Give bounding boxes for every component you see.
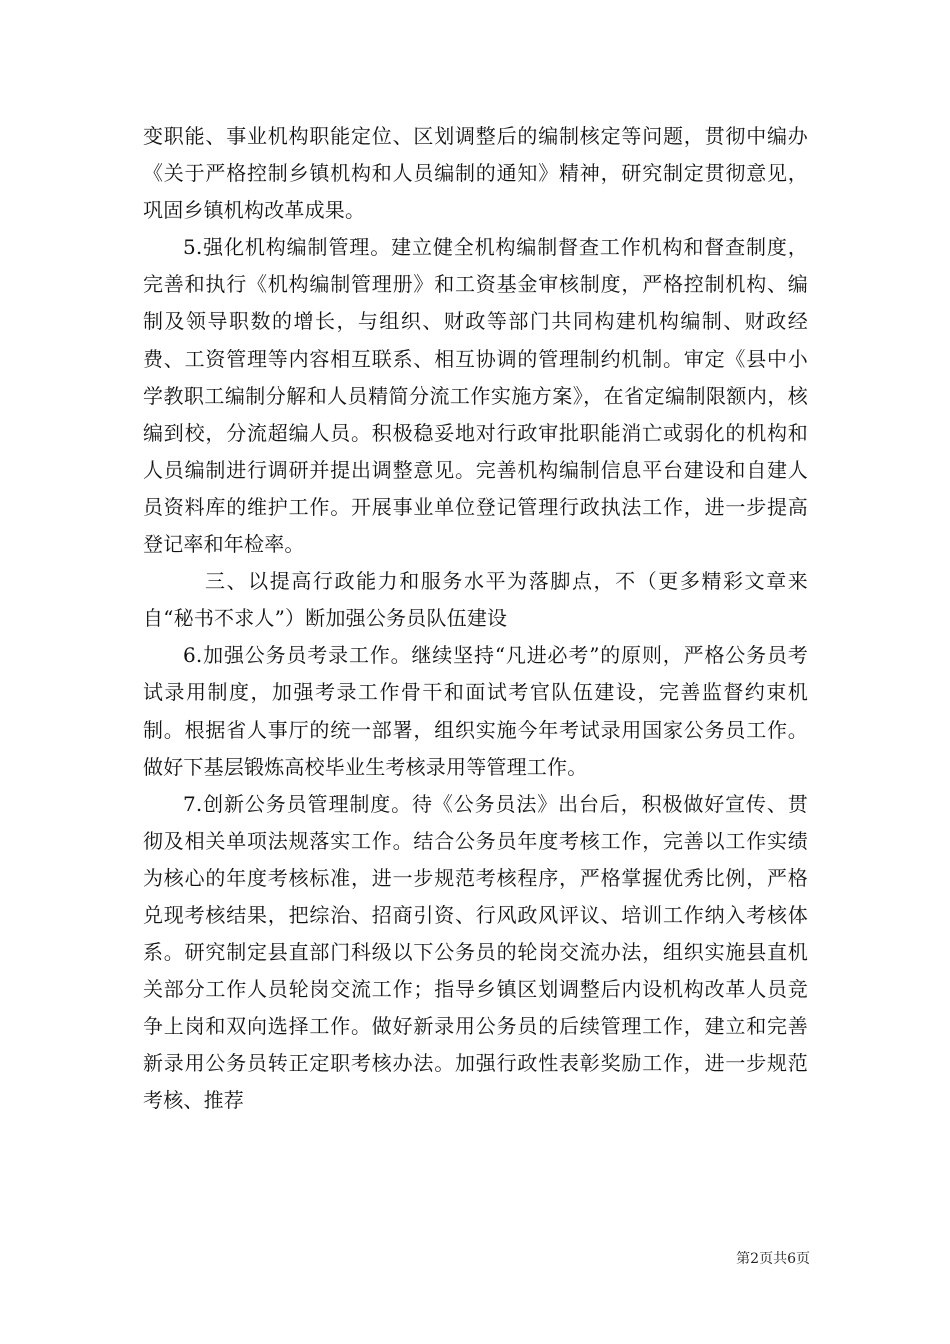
document-body — [143, 118, 808, 1120]
paragraph-item-6: 6.加强公务员考录工作。继续坚持“凡进必考”的原则，严格公务员考试录用制度，加强考录工作骨干和面试考官队伍建设，完善监督约束机制。根据省人事厅的统一部署，组织实施今年考试录用国家公务员工作。做好下基层锻炼高校毕业生考核录用等管理工作。 — [143, 643, 808, 779]
page-number: 第2页共6页 — [736, 1251, 810, 1267]
paragraph-item-7: 7.创新公务员管理制度。待《公务员法》出台后，积极做好宣传、贯彻及相关单项法规落实工作。结合公务员年度考核工作，完善以工作实绩为核心的年度考核标准，进一步规范考核程序，严格掌握优秀比例，严格兑现考核结果，把综治、招商引资、行风政风评议、培训工作纳入考核体系。研究制定县直部门科级以下公务员的轮岗交流办法，组织实施县直机关部分工作人员轮岗交流工作；指导乡镇区划调整后内设机构改革人员竞争上岗和双向选择工作。做好新录用公务员的后续管理工作，建立和完善新录用公务员转正定职考核办法。加强行政性表彰奖励工作，进一步规范考核、推荐 — [143, 791, 808, 1113]
paragraph-continuation: 变职能、事业机构职能定位、区划调整后的编制核定等问题，贯彻中编办《关于严格控制乡镇机构和人员编制的通知》精神，研究制定贯彻意见，巩固乡镇机构改革成果。 — [143, 124, 808, 223]
paragraph-item-5: 5.强化机构编制管理。建立健全机构编制督查工作机构和督查制度，完善和执行《机构编制管理册》和工资基金审核制度，严格控制机构、编制及领导职数的增长，与组织、财政等部门共同构建机构编制、财政经费、工资管理等内容相互联系、相互协调的管理制约机制。审定《县中小学教职工编制分解和人员精简分流工作实施方案》，在省定编制限额内，核编到校，分流超编人员。积极稳妥地对行政审批职能消亡或弱化的机构和人员编制进行调研并提出调整意见。完善机构编制信息平台建设和自建人员资料库的维护工作。开展事业单位登记管理行政执法工作，进一步提高登记率和年检率。 — [143, 235, 808, 557]
section-heading-3: 三、以提高行政能力和服务水平为落脚点，不（更多精彩文章来自“秘书不求人”）断加强公务员队伍建设 — [143, 569, 808, 631]
